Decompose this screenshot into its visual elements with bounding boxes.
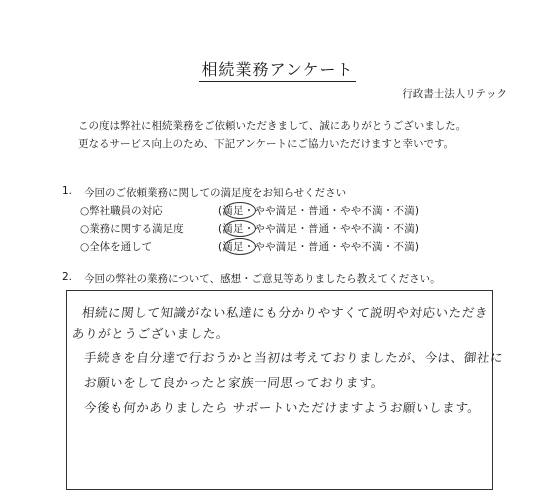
page-title-text: 相続業務アンケート bbox=[199, 60, 355, 82]
intro-line-2: 更なるサービス向上のため、下記アンケートにご協力いただけますと幸いです。 bbox=[78, 138, 455, 150]
q1-item-service-scale: (満足・やや満足・普通・やや不満・不満) bbox=[218, 223, 420, 235]
intro-line-1: この度は弊社に相続業務をご依頼いただきまして、誠にありがとうございました。 bbox=[78, 120, 467, 132]
answer-line-4: お願いをして良かったと家族一同思っております。 bbox=[83, 375, 386, 390]
selection-circle bbox=[224, 220, 256, 237]
selection-circle bbox=[224, 202, 256, 219]
answer-line-2: ありがとうございました。 bbox=[71, 326, 230, 341]
q1-item-overall-label: ○全体を通して bbox=[80, 241, 153, 253]
q1-item-staff-scale: (満足・やや満足・普通・やや不満・不満) bbox=[218, 205, 420, 217]
page-title bbox=[0, 57, 555, 80]
selection-circle bbox=[224, 238, 256, 255]
question-2-text: 今回の弊社の業務について、感想・ご意見等ありましたら教えてください。 bbox=[84, 273, 441, 285]
q1-item-staff-label: ○弊社職員の対応 bbox=[80, 205, 163, 217]
answer-line-1: 相続に関して知識がない私達にも分かりやすくて説明や対応いただき bbox=[81, 305, 489, 320]
question-1-text: 今回のご依頼業務に関しての満足度をお知らせください bbox=[84, 187, 347, 199]
question-2-number: 2. bbox=[62, 271, 73, 283]
company-name: 行政書士法人リテック bbox=[402, 88, 507, 100]
q1-item-service-label: ○業務に関する満足度 bbox=[80, 223, 184, 235]
answer-line-5: 今後も何かありましたら サポートいただけますようお願いします。 bbox=[83, 400, 482, 415]
question-1-number: 1. bbox=[62, 185, 73, 197]
answer-line-3: 手続きを自分達で行おうかと当初は考えておりましたが、今は、御社に bbox=[83, 350, 504, 365]
q1-item-overall-scale: (満足・やや満足・普通・やや不満・不満) bbox=[218, 241, 420, 253]
